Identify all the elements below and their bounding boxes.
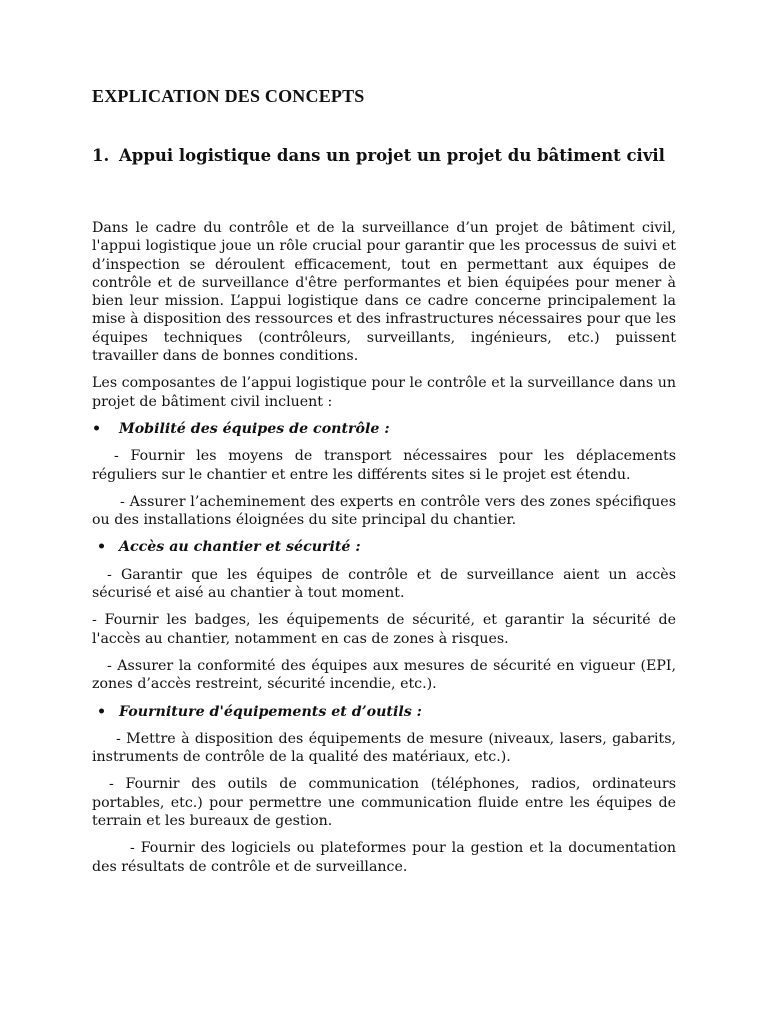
document-title: EXPLICATION DES CONCEPTS <box>92 86 365 106</box>
bullet-heading-acces <box>92 538 676 556</box>
section-heading-text: Appui logistique dans un projet un projet du bâtiment civil <box>119 146 665 165</box>
bullet-item: - Mettre à disposition des équipements de mesure (niveaux, lasers, gabarits, instruments de contrôle de la qualité des matériaux, etc.). <box>92 730 676 766</box>
bullet-symbol: • <box>97 539 107 556</box>
bullet-symbol: • <box>92 420 102 437</box>
bullet-label: Fourniture d'équipements et d’outils : <box>119 703 422 720</box>
document-body <box>92 219 676 885</box>
section-number: 1. <box>92 146 110 165</box>
bullet-item: - Assurer l’acheminement des experts en contrôle vers des zones spécifiques ou des installations éloignées du site principal du chantier. <box>92 493 676 529</box>
bullet-item: - Fournir des outils de communication (téléphones, radios, ordinateurs portables, etc.) pour permettre une communication fluide entre les équipes de terrain et les bureaux de gestion. <box>92 776 676 830</box>
section-heading <box>92 145 676 167</box>
bullet-item: - Fournir les badges, les équipements de sécurité, et garantir la sécurité de l'accès au chantier, notamment en cas de zones à risques. <box>92 612 676 647</box>
bullet-label: Mobilité des équipes de contrôle : <box>119 420 390 437</box>
bullet-item: - Garantir que les équipes de contrôle et de surveillance aient un accès sécurisé et aisé au chantier à tout moment. <box>92 566 676 602</box>
components-intro-paragraph: Les composantes de l’appui logistique pour le contrôle et la surveillance dans un projet de bâtiment civil incluent : <box>92 375 676 410</box>
bullet-item: - Fournir des logiciels ou plateformes pour la gestion et la documentation des résultats de contrôle et de surveillance. <box>92 840 676 875</box>
bullet-heading-fourniture <box>92 703 676 721</box>
intro-paragraph: Dans le cadre du contrôle et de la surveillance d’un projet de bâtiment civil, l'appui logistique joue un rôle crucial pour garantir que les processus de suivi et d’inspection se déroulent efficacement, tout en permettant aux équipes de contrôle et de surveillance d'être performantes et bien équipées pour mener à bien leur mission. L’appui logistique dans ce cadre concerne principalement la mise à disposition des ressources et des infrastructures nécessaires pour que les équipes techniques (contrôleurs, surveillants, ingénieurs, etc.) puissent travailler dans de bonnes conditions. <box>92 220 677 365</box>
bullet-item: - Assurer la conformité des équipes aux mesures de sécurité en vigueur (EPI, zones d’accès restreint, sécurité incendie, etc.). <box>92 657 676 693</box>
bullet-item: - Fournir les moyens de transport nécessaires pour les déplacements réguliers sur le chantier et entre les différents sites si le projet est étendu. <box>92 448 676 483</box>
bullet-heading-mobilite <box>92 420 676 438</box>
bullet-symbol: • <box>97 703 107 720</box>
bullet-label: Accès au chantier et sécurité : <box>119 539 361 556</box>
